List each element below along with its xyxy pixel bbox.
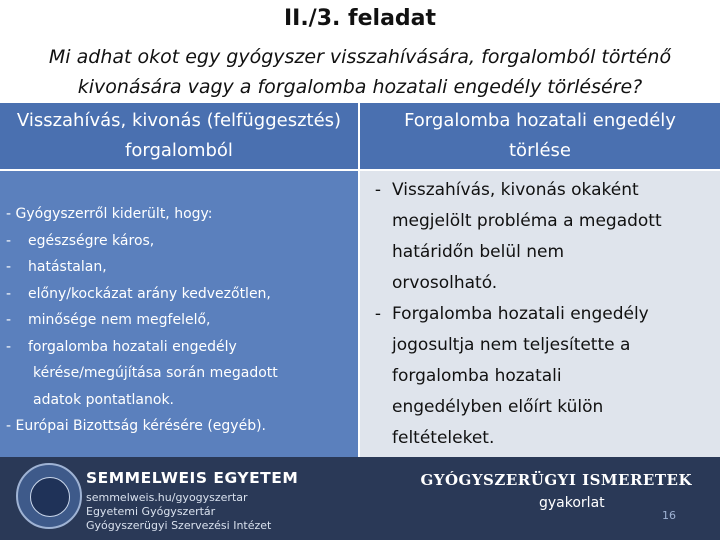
list-item [364, 299, 708, 454]
list-item-text: forgalomba hozatali engedély [28, 338, 237, 355]
left-outro: - Európai Bizottság kérésére (egyéb). [6, 418, 266, 434]
list-item-line: forgalomba hozatali [392, 366, 562, 386]
left-cell [0, 171, 358, 457]
university-name: SEMMELWEIS EGYETEM [86, 469, 299, 487]
right-cell [360, 171, 720, 457]
course-subtitle: gyakorlat [539, 495, 605, 511]
question-line-1: Mi adhat okot egy gyógyszer visszahívására, forgalomból történő [48, 46, 672, 68]
dash: - [6, 259, 12, 275]
right-header-line-1: Forgalomba hozatali engedély [404, 110, 676, 131]
list-item-text: előny/kockázat arány kedvezőtlen, [28, 285, 271, 302]
left-header-line-1: Visszahívás, kivonás (felfüggesztés) [16, 110, 342, 131]
list-item-text: egészségre káros, [28, 232, 155, 249]
left-intro: - Gyógyszerről kiderült, hogy: [6, 206, 213, 222]
footer [0, 457, 720, 540]
right-header-line-2: törlése [509, 140, 571, 161]
list-item-line: jogosultja nem teljesítette a [392, 335, 631, 355]
list-item-line: határidőn belül nem [392, 242, 565, 262]
right-header [360, 103, 720, 169]
dash: - [6, 312, 12, 328]
list-item-line: engedélyben előírt külön [392, 397, 604, 417]
dash: - [6, 232, 12, 249]
list-item-text: hatástalan, [28, 259, 107, 275]
question-line-2: kivonására vagy a forgalomba hozatali engedély törlésére? [77, 76, 643, 98]
page-number: 16 [662, 509, 676, 522]
dash: - [374, 304, 382, 324]
list-item-continuation: kérése/megújítása során megadott [33, 365, 278, 381]
list-item-continuation: adatok pontatlanok. [33, 391, 175, 408]
comparison-table [0, 103, 720, 457]
question [20, 42, 700, 102]
university-seal-icon [16, 463, 82, 529]
footer-url: semmelweis.hu/gyogyszertar [86, 491, 248, 504]
dash: - [6, 338, 12, 355]
dash: - [374, 180, 382, 200]
list-item [6, 281, 352, 308]
list-item [364, 175, 708, 299]
list-item-line: Visszahívás, kivonás okaként [392, 180, 639, 200]
dash: - [6, 285, 12, 302]
list-item-line: feltételeket. [392, 428, 495, 448]
list-item [6, 254, 352, 281]
list-item [6, 334, 352, 361]
list-item-line: orvosolható. [392, 273, 498, 293]
slide-title: II./3. feladat [283, 6, 437, 31]
left-header [0, 103, 358, 169]
list-item-line: Forgalomba hozatali engedély [392, 304, 649, 324]
list-item [6, 228, 352, 255]
left-header-line-2: forgalomból [125, 140, 233, 161]
course-title: GYÓGYSZERÜGYI ISMERETEK [420, 471, 692, 489]
list-item-text: minősége nem megfelelő, [28, 312, 211, 328]
list-item [6, 307, 352, 334]
footer-dept-2: Gyógyszerügyi Szervezési Intézet [86, 519, 272, 532]
footer-dept-1: Egyetemi Gyógyszertár [86, 505, 216, 518]
list-item-line: megjelölt probléma a megadott [392, 211, 662, 231]
